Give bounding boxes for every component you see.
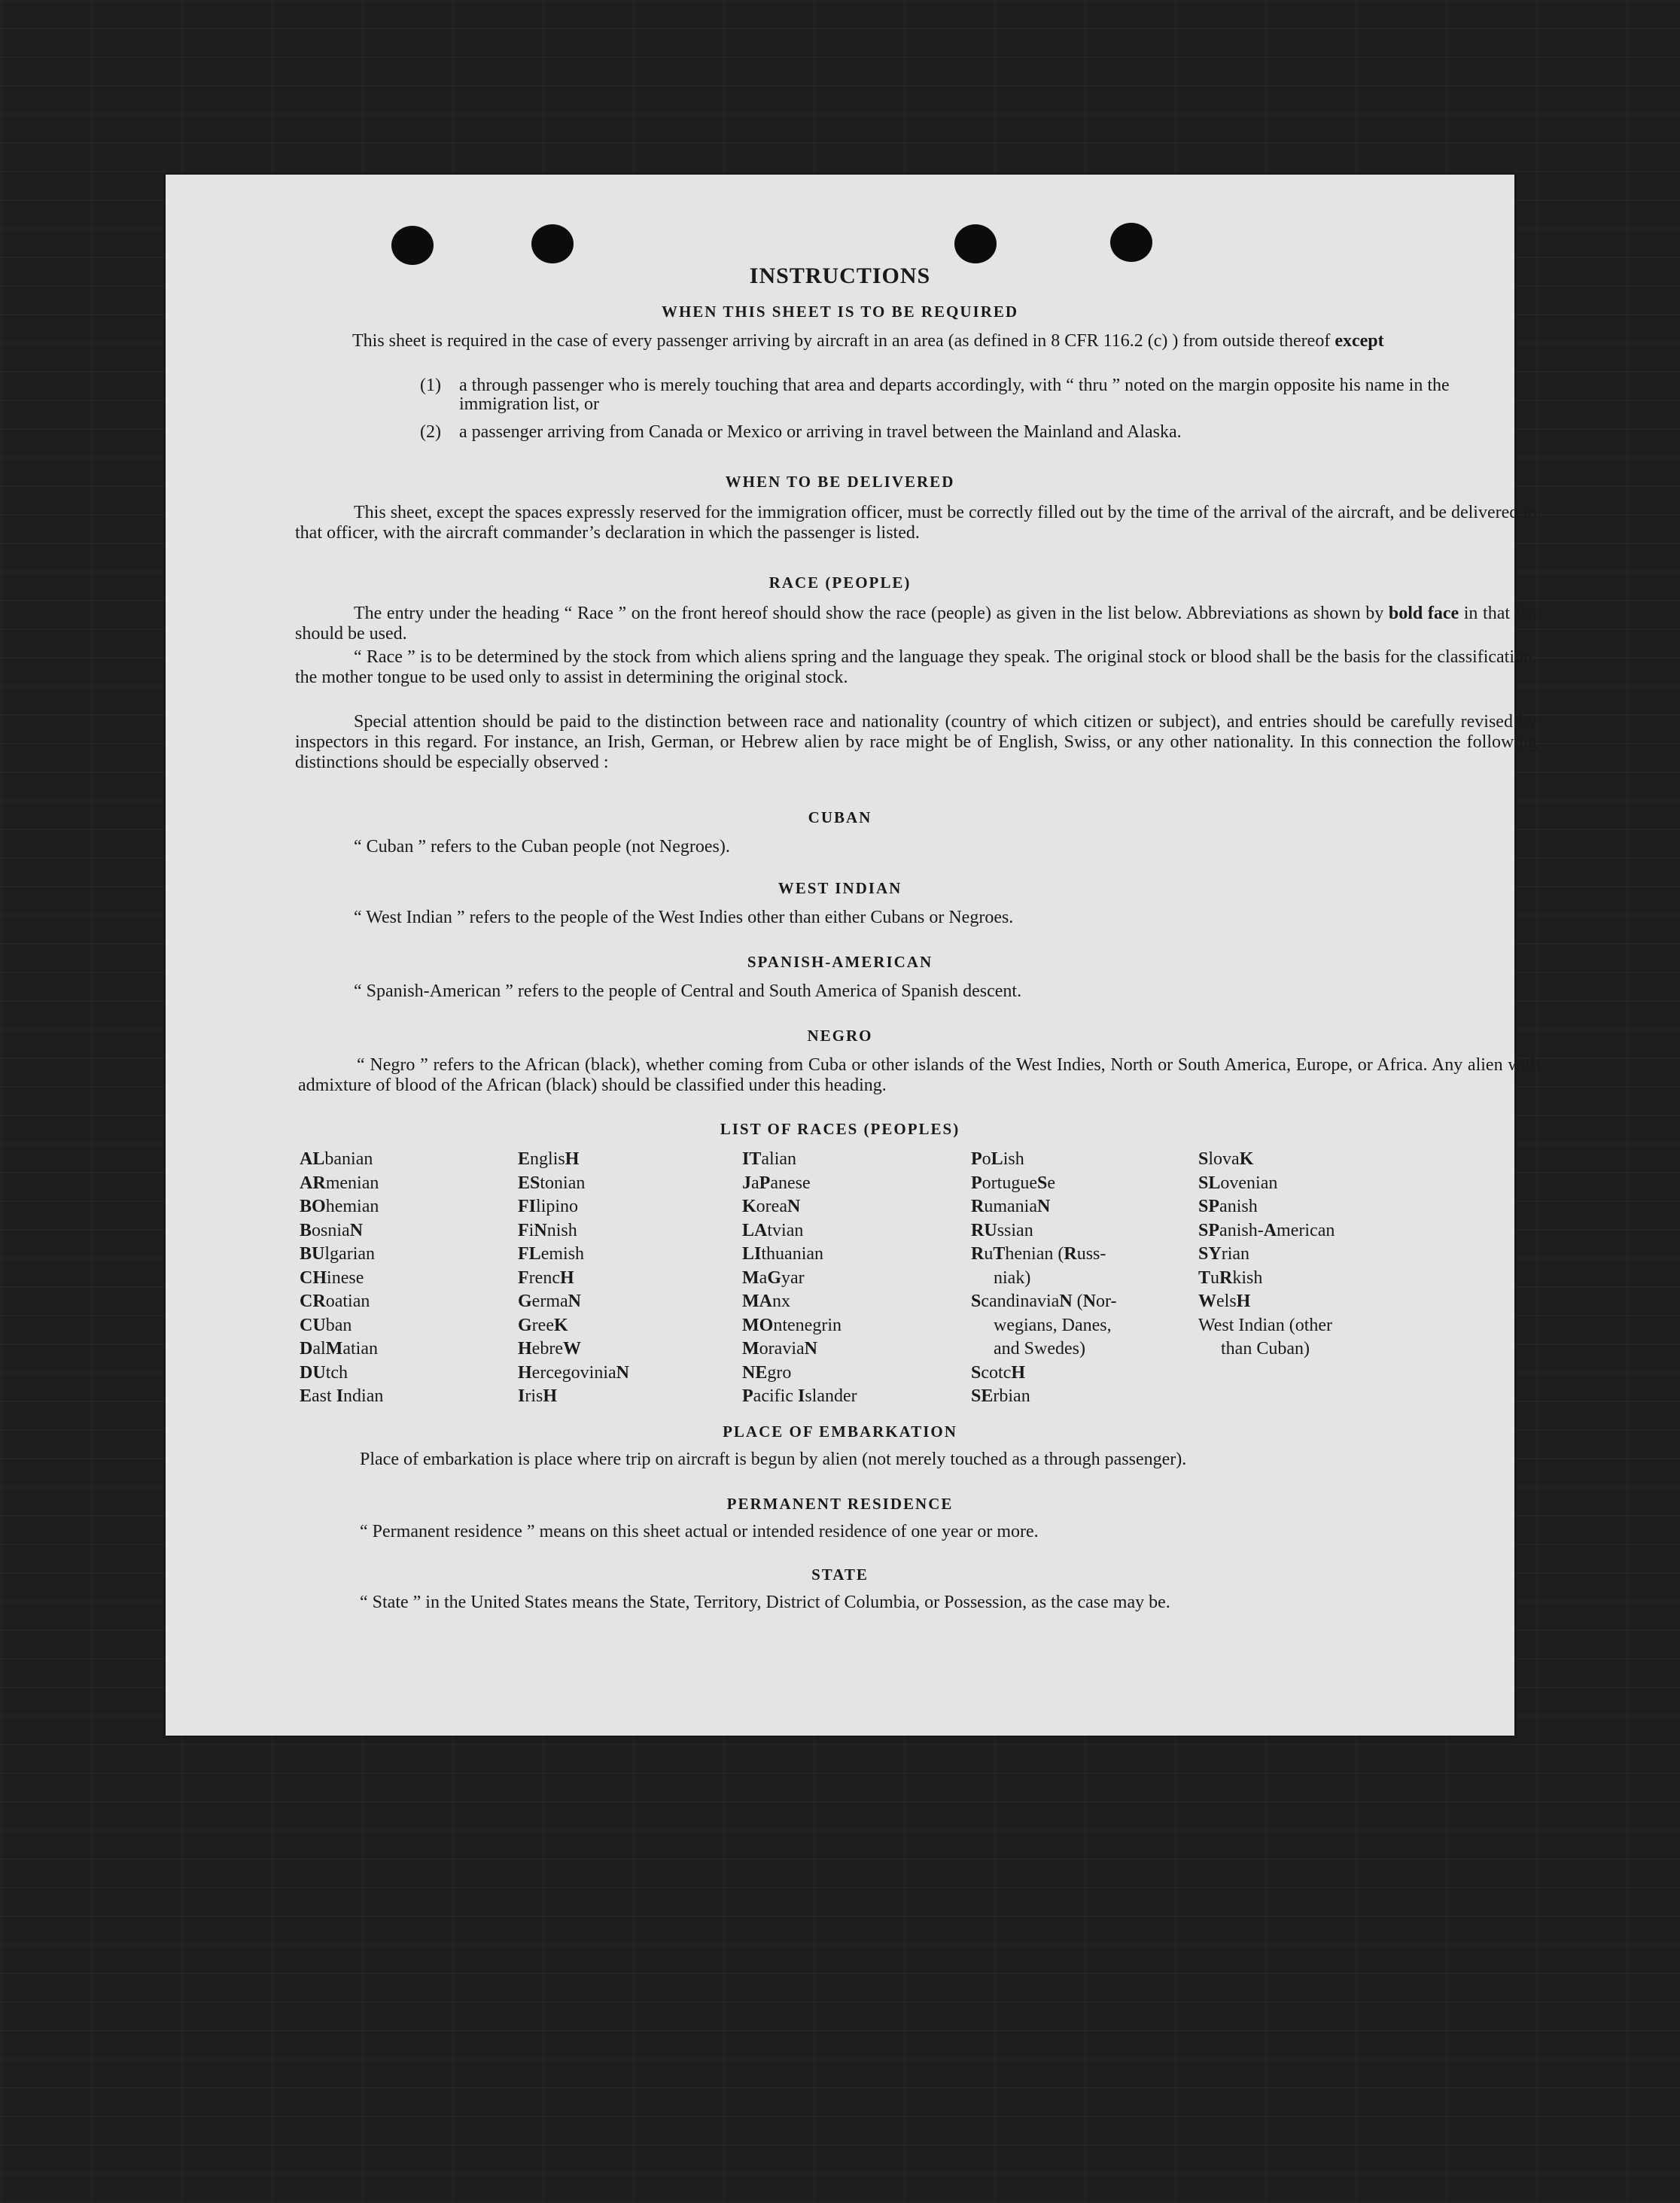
- race-entry: East Indian: [300, 1386, 384, 1406]
- race-entry: BosniaN: [300, 1220, 364, 1240]
- page-title: INSTRUCTIONS: [749, 263, 931, 288]
- negro-text: “ Negro ” refers to the African (black), whether coming from Cuba or other islands of the West Indies, North or South America, Europe, or Africa. Any alien with admixture of blood of the African (black) should be classified under this heading.: [298, 1055, 1540, 1095]
- heading-cuban: CUBAN: [808, 808, 872, 826]
- heading-when-delivered: WHEN TO BE DELIVERED: [725, 473, 955, 491]
- race-entry: RUssian: [971, 1220, 1033, 1240]
- race-entry: EStonian: [518, 1173, 586, 1193]
- race-entry: FrencH: [518, 1267, 574, 1288]
- race-entry: PoLish: [971, 1149, 1024, 1169]
- when-delivered-text: This sheet, except the spaces expressly reserved for the immigration officer, must be correctly filled out by the time of the arrival of the aircraft, and be delivered to that officer, with the aircraft commander’s declaration in which the passenger is listed.: [295, 503, 1537, 543]
- race-entry: EnglisH: [518, 1149, 580, 1169]
- punch-hole-1: [391, 226, 434, 265]
- race-entry: ITalian: [742, 1149, 797, 1169]
- para-cuban: [295, 837, 1537, 857]
- race-entry: and Swedes): [994, 1339, 1085, 1359]
- race-entry: ScandinaviaN (Nor-: [971, 1292, 1117, 1311]
- race-entry: MAnx: [742, 1292, 790, 1311]
- cuban-text: “ Cuban ” refers to the Cuban people (not Negroes).: [354, 837, 730, 857]
- race-p1-b: in that list should be used.: [295, 604, 1538, 644]
- race-entry: MoraviaN: [742, 1339, 817, 1359]
- heading-spanish-american: SPANISH-AMERICAN: [747, 953, 933, 971]
- para-west-indian: [295, 908, 1537, 928]
- race-entry: GermaN: [518, 1292, 581, 1311]
- para-when-delivered: [295, 503, 1537, 543]
- heading-west-indian: WEST INDIAN: [778, 879, 902, 897]
- para-when-required: [294, 331, 1537, 351]
- race-entry: JaPanese: [742, 1173, 811, 1193]
- race-entry: KoreaN: [742, 1197, 801, 1216]
- para-race-1: [295, 604, 1537, 644]
- race-entry: than Cuban): [1221, 1339, 1310, 1359]
- race-entry: SlovaK: [1198, 1149, 1254, 1169]
- race-entry: wegians, Danes,: [994, 1315, 1112, 1335]
- race-column-5: [1198, 1148, 1335, 1362]
- race-entry: ScotcH: [971, 1362, 1026, 1383]
- race-column-3: [742, 1148, 857, 1409]
- race-entry: FIlipino: [518, 1197, 579, 1216]
- list-item-1-text: a through passenger who is merely touching that area and departs accordingly, with “ thru ” noted on the margin opposite his name in the immigration list, or: [459, 376, 1450, 414]
- list-item-2-number: (2): [420, 422, 441, 442]
- race-entry: LIthuanian: [742, 1244, 824, 1264]
- para-negro: [298, 1055, 1540, 1096]
- heading-race: RACE (PEOPLE): [768, 574, 912, 592]
- list-item-1-number: (1): [420, 376, 441, 395]
- residence-text: “ Permanent residence ” means on this sheet actual or intended residence of one year or more.: [360, 1522, 1039, 1541]
- when-required-except: except: [1335, 331, 1384, 351]
- heading-embarkation: PLACE OF EMBARKATION: [723, 1423, 957, 1441]
- race-entry: CUban: [300, 1315, 352, 1335]
- para-race-2: [295, 647, 1537, 688]
- race-entry: ALbanian: [300, 1149, 373, 1169]
- heading-state: STATE: [811, 1566, 869, 1584]
- punch-hole-3: [954, 224, 997, 263]
- race-entry: SPanish-American: [1198, 1220, 1335, 1240]
- race-entry: Pacific Islander: [742, 1386, 857, 1406]
- race-entry: PortugueSe: [971, 1173, 1056, 1193]
- race-entry: niak): [994, 1267, 1031, 1288]
- race-entry: RumaniaN: [971, 1197, 1051, 1216]
- race-entry: SYrian: [1198, 1244, 1250, 1264]
- race-entry: HebreW: [518, 1339, 581, 1359]
- race-p1-a: The entry under the heading “ Race ” on the front hereof should show the race (people) as given in the list below. Abbreviations as shown by: [354, 604, 1384, 623]
- race-entry: SPanish: [1198, 1197, 1258, 1216]
- race-p1-bold: bold face: [1388, 604, 1459, 623]
- race-entry: FLemish: [518, 1244, 585, 1264]
- embarkation-text: Place of embarkation is place where trip on aircraft is begun by alien (not merely touched as a through passenger).: [360, 1450, 1187, 1469]
- race-entry: CHinese: [300, 1267, 364, 1288]
- spanish-american-text: “ Spanish-American ” refers to the people of Central and South America of Spanish descent.: [354, 981, 1022, 1001]
- when-required-intro: This sheet is required in the case of every passenger arriving by aircraft in an area (as defined in 8 CFR 116.2 (c) ) from outside thereof: [352, 331, 1331, 351]
- race-entry: SErbian: [971, 1386, 1030, 1406]
- race-entry: HercegoviniaN: [518, 1362, 629, 1383]
- para-state: [301, 1593, 1545, 1613]
- race-entry: TuRkish: [1198, 1267, 1263, 1288]
- para-spanish-american: [295, 981, 1537, 1002]
- race-entry: CRoatian: [300, 1292, 370, 1311]
- race-entry: West Indian (other: [1198, 1315, 1333, 1335]
- state-text: “ State ” in the United States means the State, Territory, District of Columbia, or Possession, as the case may be.: [360, 1593, 1170, 1612]
- heading-list-of-races: LIST OF RACES (PEOPLES): [720, 1120, 960, 1138]
- instruction-sheet: [166, 175, 1540, 1736]
- race-column-1: [300, 1148, 383, 1409]
- race-entry: NEgro: [742, 1362, 792, 1383]
- race-entry: DUtch: [300, 1362, 348, 1383]
- race-entry: ARmenian: [300, 1173, 379, 1193]
- heading-permanent-residence: PERMANENT RESIDENCE: [726, 1495, 954, 1513]
- race-entry: DalMatian: [300, 1339, 378, 1359]
- para-embarkation: [301, 1450, 1545, 1470]
- para-permanent-residence: [301, 1522, 1545, 1542]
- race-p2: “ Race ” is to be determined by the stock from which aliens spring and the language they speak. The original stock or blood shall be the basis for the classification, the mother tongue to be used only to assist in determining the original stock.: [295, 647, 1537, 687]
- race-entry: BOhemian: [300, 1197, 379, 1216]
- heading-negro: NEGRO: [807, 1027, 873, 1045]
- race-entry: BUlgarian: [300, 1244, 376, 1264]
- race-entry: GreeK: [518, 1315, 568, 1335]
- race-entry: MOntenegrin: [742, 1315, 842, 1335]
- race-entry: FiNnish: [518, 1220, 577, 1240]
- heading-when-required: WHEN THIS SHEET IS TO BE REQUIRED: [661, 303, 1019, 321]
- race-entry: LAtvian: [742, 1220, 804, 1240]
- para-race-3: [295, 712, 1537, 773]
- race-entry: SLovenian: [1198, 1173, 1278, 1193]
- race-p3: Special attention should be paid to the distinction between race and nationality (country of which citizen or subject), and entries should be carefully revised by inspectors in this regard. For instance, an Irish, German, or Hebrew alien by race might be of English, Swiss, or any other nationality. In this connection the following distinctions should be especially observed :: [295, 712, 1537, 772]
- race-entry: IrisH: [518, 1386, 558, 1406]
- race-column-4: [971, 1148, 1117, 1409]
- race-entry: WelsH: [1198, 1292, 1251, 1311]
- race-entry: RuThenian (Russ-: [971, 1244, 1106, 1264]
- punch-hole-4: [1110, 223, 1152, 262]
- race-column-2: [518, 1148, 629, 1409]
- race-entry: MaGyar: [742, 1267, 805, 1288]
- list-item-2-text: a passenger arriving from Canada or Mexico or arriving in travel between the Mainland and Alaska.: [459, 422, 1182, 442]
- west-indian-text: “ West Indian ” refers to the people of the West Indies other than either Cubans or Negroes.: [354, 908, 1014, 927]
- punch-hole-2: [531, 224, 574, 263]
